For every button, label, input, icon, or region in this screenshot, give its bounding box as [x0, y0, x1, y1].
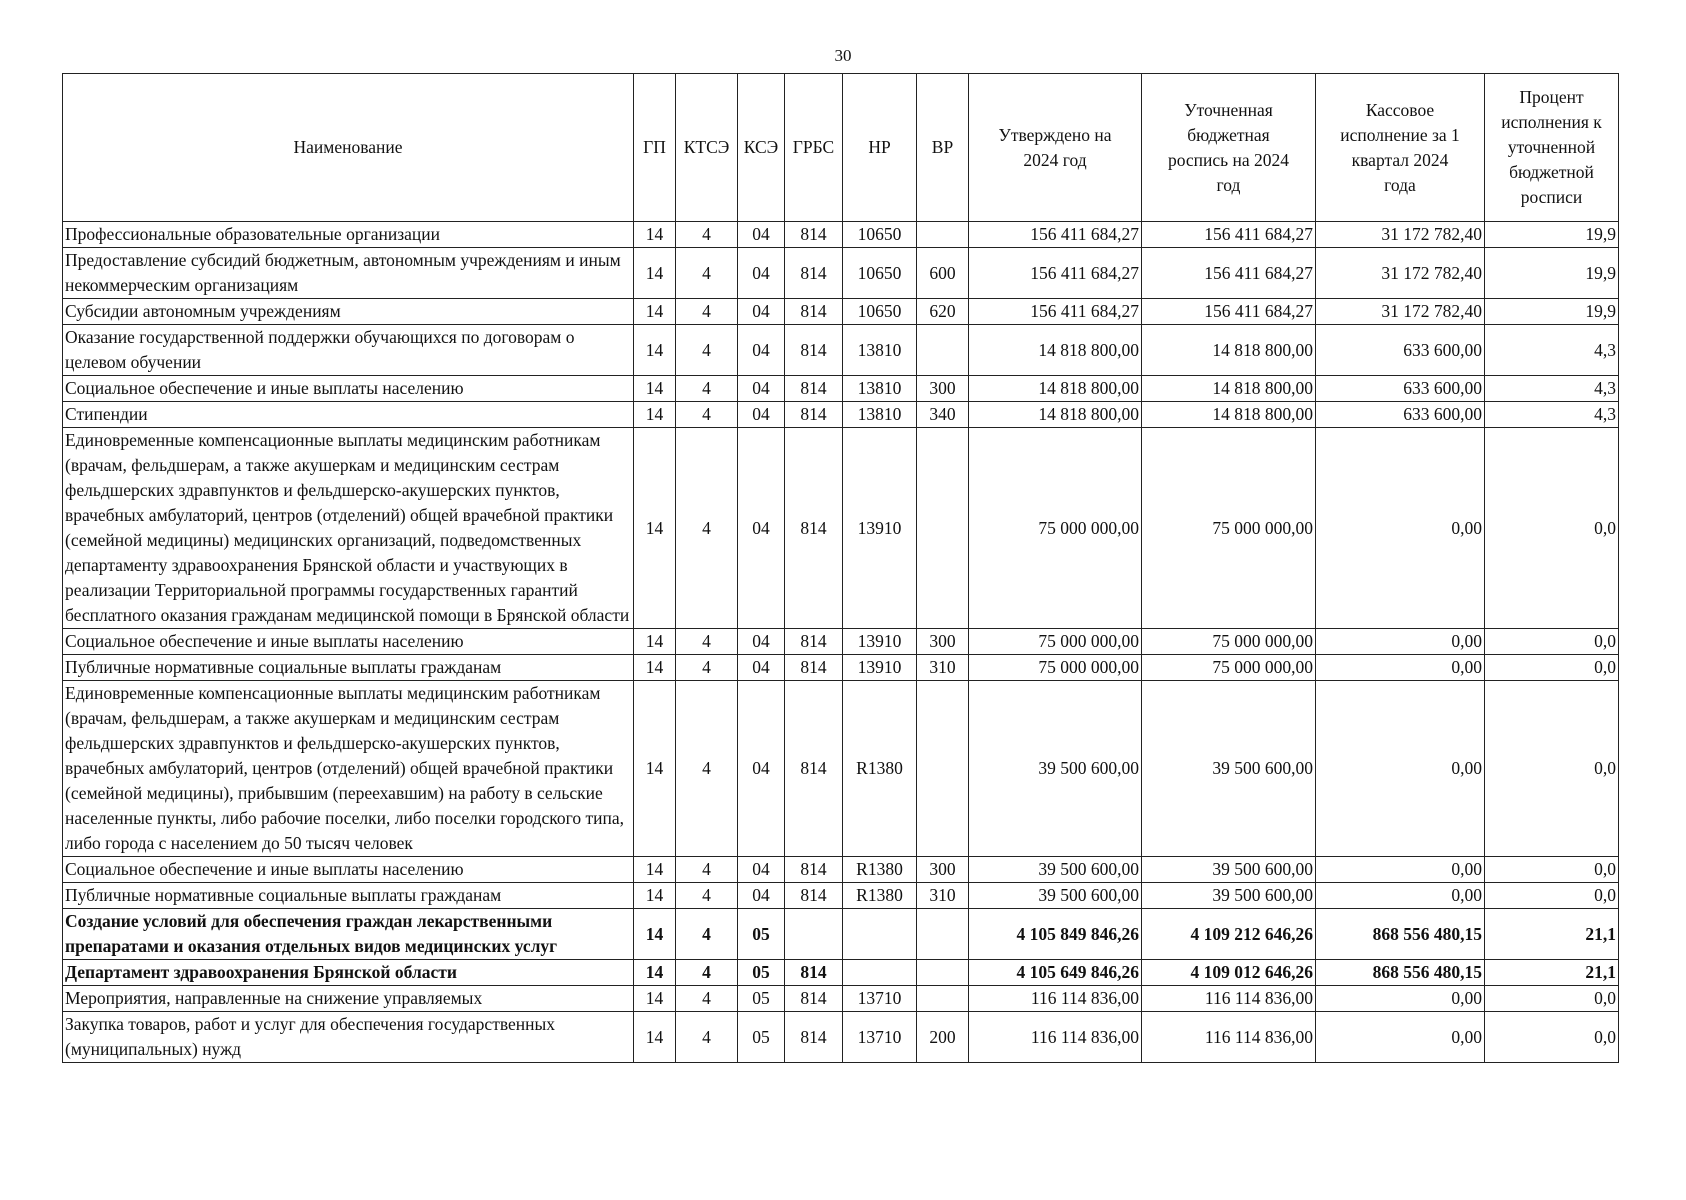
cell-percent: 0,0 [1485, 428, 1619, 629]
cell-grbs: 814 [785, 681, 843, 857]
cell-kse: 04 [738, 376, 785, 402]
cell-approved: 156 411 684,27 [969, 248, 1142, 299]
cell-cash: 0,00 [1316, 629, 1485, 655]
cell-nr: 13810 [843, 325, 917, 376]
cell-gp: 14 [634, 883, 676, 909]
cell-nr: 13710 [843, 1012, 917, 1063]
cell-percent: 4,3 [1485, 376, 1619, 402]
cell-ktse: 4 [676, 629, 738, 655]
cell-refined: 39 500 600,00 [1142, 681, 1316, 857]
cell-name: Публичные нормативные социальные выплаты гражданам [63, 883, 634, 909]
cell-percent: 19,9 [1485, 222, 1619, 248]
cell-nr: R1380 [843, 681, 917, 857]
cell-name: Предоставление субсидий бюджетным, автономным учреждениям и иным некоммерческим организациям [63, 248, 634, 299]
cell-ktse: 4 [676, 655, 738, 681]
cell-vr: 310 [917, 655, 969, 681]
cell-vr [917, 428, 969, 629]
cell-vr: 620 [917, 299, 969, 325]
cell-approved: 14 818 800,00 [969, 376, 1142, 402]
cell-approved: 39 500 600,00 [969, 857, 1142, 883]
cell-kse: 04 [738, 857, 785, 883]
cell-refined: 156 411 684,27 [1142, 222, 1316, 248]
cell-grbs: 814 [785, 857, 843, 883]
cell-approved: 75 000 000,00 [969, 655, 1142, 681]
table-row [63, 857, 1619, 883]
cell-approved: 14 818 800,00 [969, 402, 1142, 428]
cell-cash: 633 600,00 [1316, 376, 1485, 402]
table-body [63, 222, 1619, 1063]
header-row [63, 74, 1619, 222]
table-row [63, 655, 1619, 681]
cell-refined: 4 109 012 646,26 [1142, 960, 1316, 986]
cell-grbs: 814 [785, 960, 843, 986]
cell-percent: 4,3 [1485, 402, 1619, 428]
cell-cash: 31 172 782,40 [1316, 222, 1485, 248]
table-row [63, 222, 1619, 248]
cell-vr [917, 681, 969, 857]
cell-vr: 200 [917, 1012, 969, 1063]
cell-kse: 05 [738, 986, 785, 1012]
cell-percent: 0,0 [1485, 883, 1619, 909]
cell-gp: 14 [634, 857, 676, 883]
cell-refined: 116 114 836,00 [1142, 986, 1316, 1012]
cell-cash: 0,00 [1316, 428, 1485, 629]
cell-gp: 14 [634, 299, 676, 325]
cell-ktse: 4 [676, 248, 738, 299]
cell-approved: 75 000 000,00 [969, 629, 1142, 655]
cell-nr: 13810 [843, 376, 917, 402]
cell-kse: 04 [738, 681, 785, 857]
header-refined: Уточненная бюджетная роспись на 2024 год [1142, 74, 1316, 222]
table-row [63, 428, 1619, 629]
cell-approved: 14 818 800,00 [969, 325, 1142, 376]
cell-grbs: 814 [785, 986, 843, 1012]
cell-grbs: 814 [785, 402, 843, 428]
cell-vr: 300 [917, 376, 969, 402]
cell-vr [917, 325, 969, 376]
cell-kse: 04 [738, 428, 785, 629]
cell-percent: 21,1 [1485, 960, 1619, 986]
table-row [63, 325, 1619, 376]
cell-refined: 75 000 000,00 [1142, 428, 1316, 629]
cell-cash: 31 172 782,40 [1316, 299, 1485, 325]
header-kse: КСЭ [738, 74, 785, 222]
cell-refined: 14 818 800,00 [1142, 376, 1316, 402]
cell-percent: 4,3 [1485, 325, 1619, 376]
cell-vr: 300 [917, 857, 969, 883]
header-percent: Процент исполнения к уточненной бюджетной росписи [1485, 74, 1619, 222]
cell-vr: 340 [917, 402, 969, 428]
cell-vr [917, 909, 969, 960]
header-vr: ВР [917, 74, 969, 222]
table-row [63, 960, 1619, 986]
cell-gp: 14 [634, 986, 676, 1012]
cell-approved: 4 105 849 846,26 [969, 909, 1142, 960]
cell-nr: 10650 [843, 222, 917, 248]
cell-approved: 116 114 836,00 [969, 1012, 1142, 1063]
cell-grbs [785, 909, 843, 960]
header-name: Наименование [63, 74, 634, 222]
header-gp: ГП [634, 74, 676, 222]
cell-refined: 156 411 684,27 [1142, 299, 1316, 325]
cell-grbs: 814 [785, 299, 843, 325]
cell-gp: 14 [634, 376, 676, 402]
cell-refined: 14 818 800,00 [1142, 402, 1316, 428]
cell-nr: R1380 [843, 857, 917, 883]
cell-kse: 04 [738, 402, 785, 428]
cell-grbs: 814 [785, 629, 843, 655]
cell-approved: 156 411 684,27 [969, 222, 1142, 248]
cell-cash: 633 600,00 [1316, 325, 1485, 376]
cell-nr [843, 960, 917, 986]
table-row [63, 376, 1619, 402]
cell-percent: 0,0 [1485, 857, 1619, 883]
cell-name: Создание условий для обеспечения граждан лекарственными препаратами и оказания отдельных видов медицинских услуг [63, 909, 634, 960]
cell-approved: 39 500 600,00 [969, 883, 1142, 909]
cell-ktse: 4 [676, 909, 738, 960]
cell-percent: 0,0 [1485, 655, 1619, 681]
cell-cash: 0,00 [1316, 986, 1485, 1012]
cell-ktse: 4 [676, 325, 738, 376]
cell-grbs: 814 [785, 222, 843, 248]
cell-ktse: 4 [676, 299, 738, 325]
cell-grbs: 814 [785, 428, 843, 629]
cell-ktse: 4 [676, 857, 738, 883]
cell-kse: 05 [738, 1012, 785, 1063]
cell-kse: 04 [738, 629, 785, 655]
cell-ktse: 4 [676, 222, 738, 248]
cell-gp: 14 [634, 325, 676, 376]
header-ktse: КТСЭ [676, 74, 738, 222]
cell-name: Закупка товаров, работ и услуг для обеспечения государственных (муниципальных) нужд [63, 1012, 634, 1063]
cell-percent: 0,0 [1485, 681, 1619, 857]
cell-vr [917, 222, 969, 248]
cell-name: Социальное обеспечение и иные выплаты населению [63, 629, 634, 655]
cell-percent: 19,9 [1485, 248, 1619, 299]
header-grbs: ГРБС [785, 74, 843, 222]
cell-grbs: 814 [785, 883, 843, 909]
cell-cash: 0,00 [1316, 883, 1485, 909]
cell-percent: 0,0 [1485, 986, 1619, 1012]
cell-approved: 39 500 600,00 [969, 681, 1142, 857]
cell-name: Профессиональные образовательные организации [63, 222, 634, 248]
header-cash: Кассовое исполнение за 1 квартал 2024 года [1316, 74, 1485, 222]
budget-table [62, 73, 1619, 1063]
cell-nr: 10650 [843, 299, 917, 325]
cell-grbs: 814 [785, 655, 843, 681]
cell-nr: 13910 [843, 655, 917, 681]
cell-percent: 0,0 [1485, 1012, 1619, 1063]
cell-ktse: 4 [676, 883, 738, 909]
cell-refined: 39 500 600,00 [1142, 857, 1316, 883]
cell-refined: 156 411 684,27 [1142, 248, 1316, 299]
cell-gp: 14 [634, 909, 676, 960]
cell-grbs: 814 [785, 248, 843, 299]
table-row [63, 909, 1619, 960]
cell-gp: 14 [634, 655, 676, 681]
cell-vr [917, 986, 969, 1012]
cell-name: Стипендии [63, 402, 634, 428]
cell-grbs: 814 [785, 1012, 843, 1063]
cell-nr [843, 909, 917, 960]
table-row [63, 299, 1619, 325]
cell-refined: 75 000 000,00 [1142, 655, 1316, 681]
table-row [63, 248, 1619, 299]
cell-ktse: 4 [676, 681, 738, 857]
cell-cash: 868 556 480,15 [1316, 909, 1485, 960]
cell-ktse: 4 [676, 376, 738, 402]
cell-ktse: 4 [676, 986, 738, 1012]
cell-refined: 14 818 800,00 [1142, 325, 1316, 376]
cell-refined: 4 109 212 646,26 [1142, 909, 1316, 960]
cell-name: Публичные нормативные социальные выплаты гражданам [63, 655, 634, 681]
cell-kse: 04 [738, 222, 785, 248]
cell-gp: 14 [634, 960, 676, 986]
cell-cash: 868 556 480,15 [1316, 960, 1485, 986]
table-row [63, 883, 1619, 909]
cell-cash: 0,00 [1316, 857, 1485, 883]
cell-approved: 156 411 684,27 [969, 299, 1142, 325]
cell-nr: 13810 [843, 402, 917, 428]
table-row [63, 986, 1619, 1012]
cell-cash: 633 600,00 [1316, 402, 1485, 428]
cell-approved: 75 000 000,00 [969, 428, 1142, 629]
cell-ktse: 4 [676, 402, 738, 428]
cell-name: Оказание государственной поддержки обучающихся по договорам о целевом обучении [63, 325, 634, 376]
cell-gp: 14 [634, 1012, 676, 1063]
cell-name: Единовременные компенсационные выплаты медицинским работникам (врачам, фельдшерам, а также акушеркам и медицинским сестрам фельдшерских здравпунктов и фельдшерско-акушерских пунктов, врачебных амбулаторий, центров (отделений) общей врачебной практики (семейной медицины) медицинских организаций, подведомственных департаменту здравоохранения Брянской области и участвующих в реализации Территориальной программы государственных гарантий бесплатного оказания гражданам медицинской помощи в Брянской области [63, 428, 634, 629]
cell-name: Социальное обеспечение и иные выплаты населению [63, 857, 634, 883]
cell-nr: 13910 [843, 428, 917, 629]
cell-name: Мероприятия, направленные на снижение управляемых [63, 986, 634, 1012]
cell-gp: 14 [634, 681, 676, 857]
cell-name: Социальное обеспечение и иные выплаты населению [63, 376, 634, 402]
cell-kse: 04 [738, 248, 785, 299]
cell-kse: 05 [738, 960, 785, 986]
cell-kse: 05 [738, 909, 785, 960]
cell-name: Единовременные компенсационные выплаты медицинским работникам (врачам, фельдшерам, а также акушеркам и медицинским сестрам фельдшерских здравпунктов и фельдшерско-акушерских пунктов, врачебных амбулаторий, центров (отделений) общей врачебной практики (семейной медицины), прибывшим (переехавшим) на работу в сельские населенные пункты, либо рабочие поселки, либо поселки городского типа, либо города с населением до 50 тысяч человек [63, 681, 634, 857]
cell-cash: 31 172 782,40 [1316, 248, 1485, 299]
cell-name: Субсидии автономным учреждениям [63, 299, 634, 325]
cell-percent: 19,9 [1485, 299, 1619, 325]
cell-nr: 10650 [843, 248, 917, 299]
header-nr: НР [843, 74, 917, 222]
cell-vr: 600 [917, 248, 969, 299]
cell-refined: 116 114 836,00 [1142, 1012, 1316, 1063]
cell-ktse: 4 [676, 1012, 738, 1063]
table-row [63, 681, 1619, 857]
cell-percent: 0,0 [1485, 629, 1619, 655]
cell-gp: 14 [634, 248, 676, 299]
cell-grbs: 814 [785, 325, 843, 376]
cell-kse: 04 [738, 299, 785, 325]
cell-vr: 310 [917, 883, 969, 909]
cell-refined: 75 000 000,00 [1142, 629, 1316, 655]
cell-kse: 04 [738, 655, 785, 681]
cell-approved: 116 114 836,00 [969, 986, 1142, 1012]
header-approved: Утверждено на 2024 год [969, 74, 1142, 222]
cell-gp: 14 [634, 222, 676, 248]
cell-name: Департамент здравоохранения Брянской области [63, 960, 634, 986]
cell-nr: R1380 [843, 883, 917, 909]
table-row [63, 1012, 1619, 1063]
cell-percent: 21,1 [1485, 909, 1619, 960]
cell-nr: 13710 [843, 986, 917, 1012]
table-row [63, 629, 1619, 655]
cell-cash: 0,00 [1316, 1012, 1485, 1063]
cell-vr [917, 960, 969, 986]
cell-gp: 14 [634, 402, 676, 428]
cell-nr: 13910 [843, 629, 917, 655]
cell-cash: 0,00 [1316, 655, 1485, 681]
page-number: 30 [834, 46, 852, 65]
table-row [63, 402, 1619, 428]
cell-ktse: 4 [676, 428, 738, 629]
cell-kse: 04 [738, 325, 785, 376]
cell-refined: 39 500 600,00 [1142, 883, 1316, 909]
cell-kse: 04 [738, 883, 785, 909]
cell-approved: 4 105 649 846,26 [969, 960, 1142, 986]
cell-gp: 14 [634, 428, 676, 629]
cell-vr: 300 [917, 629, 969, 655]
cell-cash: 0,00 [1316, 681, 1485, 857]
cell-ktse: 4 [676, 960, 738, 986]
cell-gp: 14 [634, 629, 676, 655]
cell-grbs: 814 [785, 376, 843, 402]
